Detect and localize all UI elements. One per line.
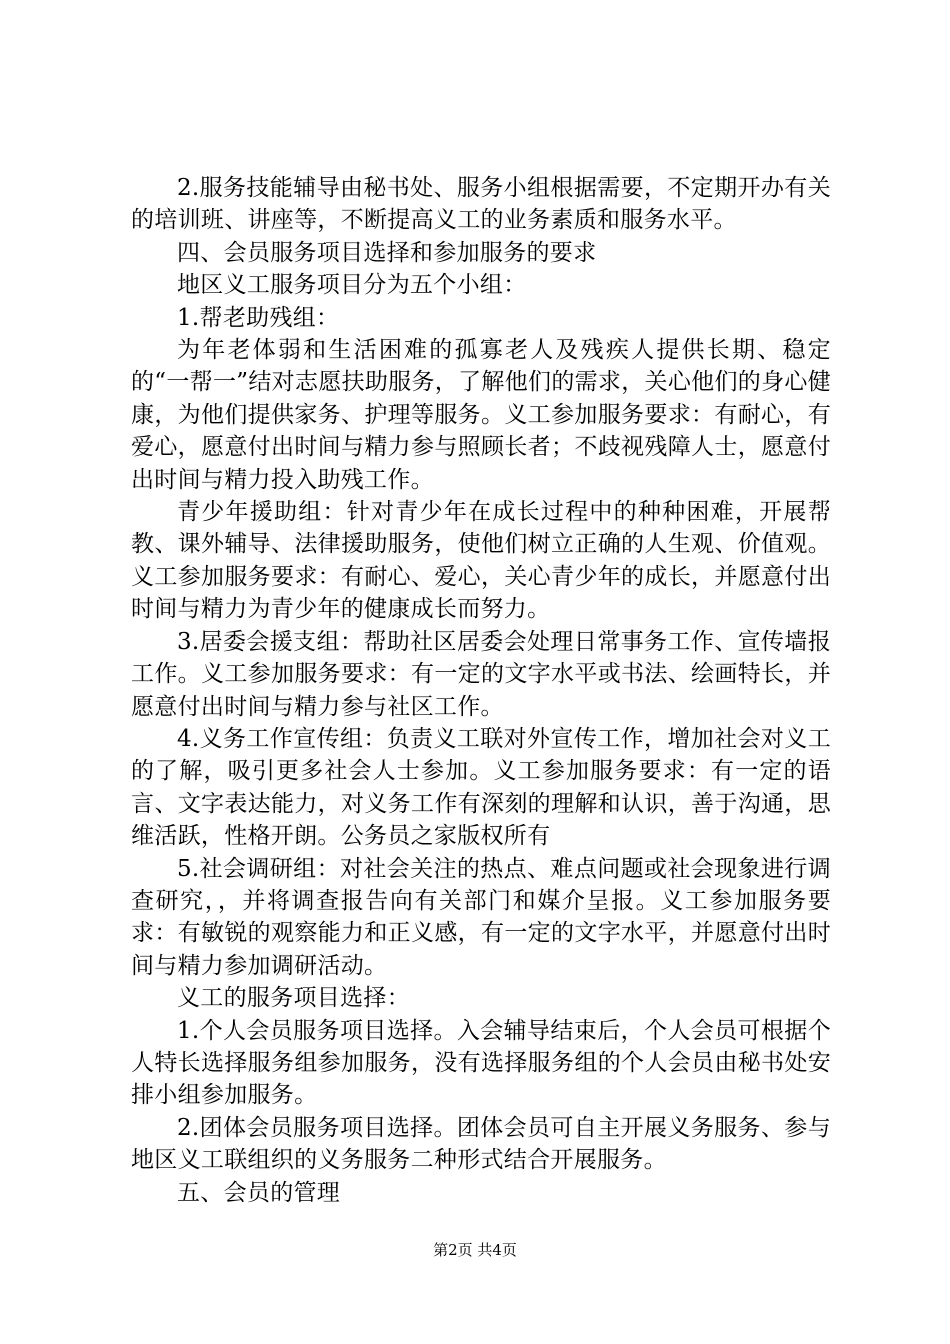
paragraph-neighborhood-committee: 3.居委会援支组：帮助社区居委会处理日常事务工作、宣传墙报工作。义工参加服务要求：有一定的文字水平或书法、绘画特长，并愿意付出时间与精力参与社区工作。 [131,628,831,720]
section-heading-four: 四、会员服务项目选择和参加服务的要求 [177,239,597,266]
paragraph-individual-selection: 1.个人会员服务项目选择。入会辅导结束后，个人会员可根据个人特长选择服务组参加服务，没有选择服务组的个人会员由秘书处安排小组参加服务。 [131,1017,831,1109]
page-footer: 第2页 共4页 [433,1241,517,1259]
paragraph-social-research: 5.社会调研组：对社会关注的热点、难点问题或社会现象进行调查研究，，并将调查报告向有关部门和媒介呈报。义工参加服务要求：有敏锐的观察能力和正义感，有一定的文字水平，并愿意付出时间与精力参加调研活动。 [131,855,831,979]
paragraph-elderly-disabled: 为年老体弱和生活困难的孤寡老人及残疾人提供长期、稳定的“一帮一”结对志愿扶助服务，了解他们的需求，关心他们的身心健康，为他们提供家务、护理等服务。义工参加服务要求：有耐心，有爱心，愿意付出时间与精力参与照顾长者；不歧视残障人士，愿意付出时间与精力投入助残工作。 [131,337,831,493]
paragraph-group-selection: 2.团体会员服务项目选择。团体会员可自主开展义务服务、参与地区义工联组织的义务服务二种形式结合开展服务。 [131,1114,831,1174]
paragraph-youth-assistance: 青少年援助组：针对青少年在成长过程中的种种困难，开展帮教、课外辅导、法律援助服务，使他们树立正确的人生观、价值观。义工参加服务要求：有耐心、爱心，关心青少年的成长，并愿意付出时间与精力为青少年的健康成长而努力。 [131,499,831,623]
paragraph-project-selection: 义工的服务项目选择： [177,985,410,1012]
paragraph-publicity: 4.义务工作宣传组：负责义工联对外宣传工作，增加社会对义工的了解，吸引更多社会人士参加。义工参加服务要求：有一定的语言、文字表达能力，对义务工作有深刻的理解和认识，善于沟通，思维活跃，性格开朗。公务员之家版权所有 [131,725,831,850]
paragraph-groups-intro: 地区义工服务项目分为五个小组： [177,272,527,299]
section-heading-five: 五、会员的管理 [177,1179,341,1206]
group-heading-elderly-disabled: 1.帮老助残组： [177,304,340,331]
paragraph-skill-training: 2.服务技能辅导由秘书处、服务小组根据需要，不定期开办有关的培训班、讲座等，不断提高义工的业务素质和服务水平。 [131,175,831,234]
document-body [131,172,831,1209]
